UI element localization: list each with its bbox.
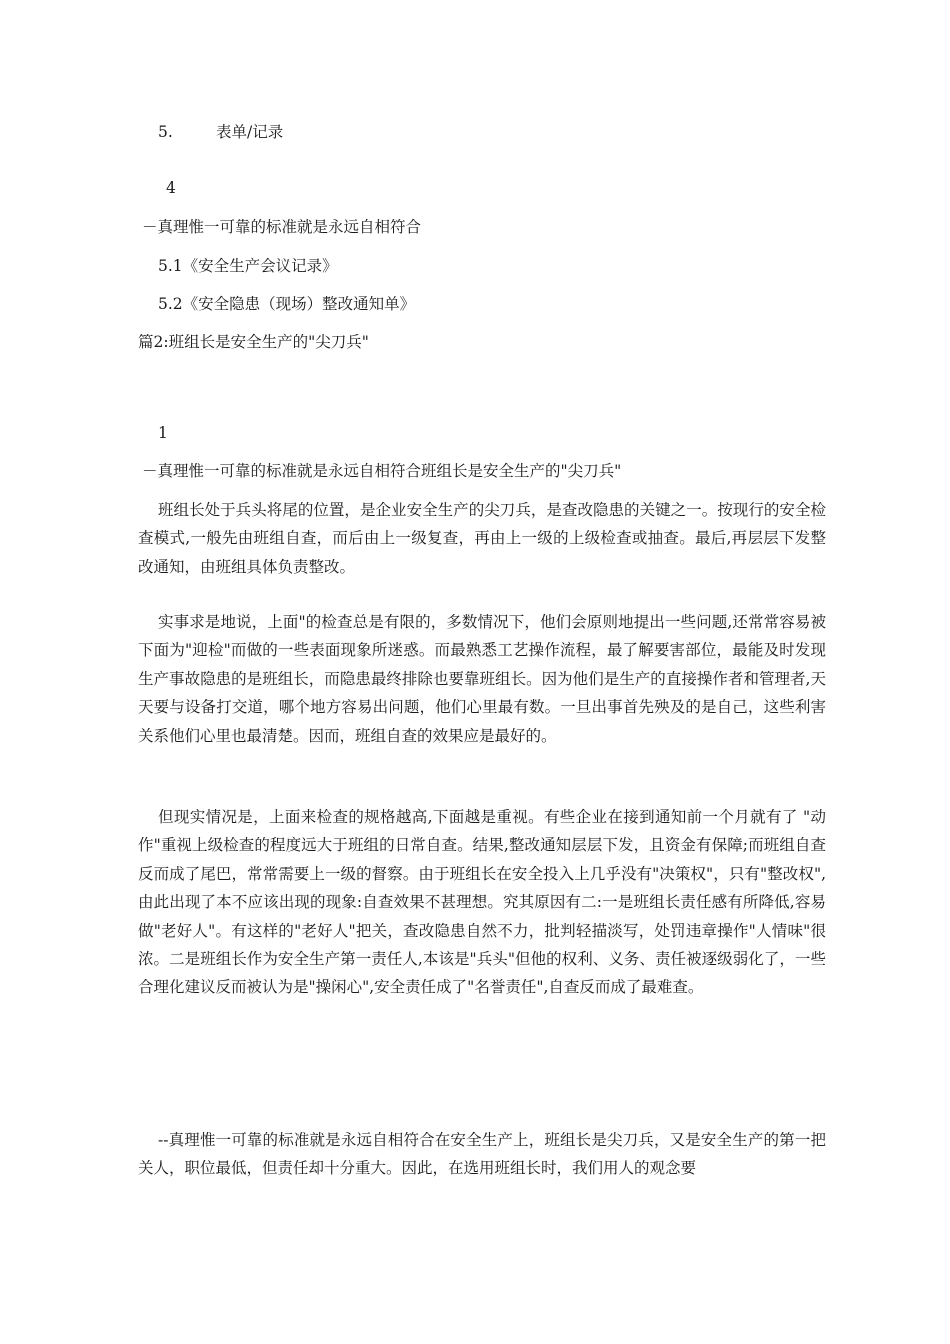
body-paragraph: 班组长处于兵头将尾的位置，是企业安全生产的尖刀兵，是查改隐患的关键之一。按现行的安全检查模式,一般先由班组自查，而后由上一级复查，再由上一级的上级检查或抽查。最后,再层层下发整改通知，由班组具体负责整改。 [138,501,826,576]
list-item: 5.1《安全生产会议记录》 [158,257,338,275]
body-paragraph: --真理惟一可靠的标准就是永远自相符合在安全生产上，班组长是尖刀兵，又是安全生产的第一把关人，职位最低，但责任却十分重大。因此，在选用班组长时，我们用人的观念要 [138,1131,826,1178]
list-item: 5.2《安全隐患（现场）整改通知单》 [158,295,416,313]
page-marker: 1 [158,424,168,442]
page-marker: 4 [166,179,176,197]
section-number: 5. [158,123,173,141]
chapter-title: 篇2:班组长是安全生产的"尖刀兵" [138,333,369,351]
body-paragraph: 但现实情况是，上面来检查的规格越高,下面越是重视。有些企业在接到通知前一个月就有了 "动作"重视上级检查的程度远大于班组的日常自查。结果,整改通知层层下发，且资金有保障;而班组自查反而成了尾巴，常常需要上一级的督察。由于班组长在安全投入上几乎没有"决策权"，只有"整改权",由此出现了本不应该出现的现象:自查效果不甚理想。究其原因有二:一是班组长责任感有所降低,容易做"老好人"。有这样的"老好人"把关，查改隐患自然不力，批判轻描淡写，处罚违章操作"人情味"很浓。二是班组长作为安全生产第一责任人,本该是"兵头"但他的权利、义务、责任被逐级弱化了，一些合理化建议反而被认为是"操闲心",安全责任成了"名誉责任",自查反而成了最难查。 [138,808,826,997]
body-paragraph: 实事求是地说，上面"的检查总是有限的，多数情况下，他们会原则地提出一些问题,还常常容易被下面为"迎检"而做的一些表面现象所迷惑。而最熟悉工艺操作流程，最了解要害部位，最能及时发现生产事故隐患的是班组长，而隐患最终排除也要靠班组长。因为他们是生产的直接操作者和管理者,天天要与设备打交道，哪个地方容易出问题，他们心里最有数。一旦出事首先殃及的是自己，这些利害关系他们心里也最清楚。因而，班组自查的效果应是最好的。 [138,613,826,745]
section-title: 表单/记录 [216,123,284,141]
motto-line: －真理惟一可靠的标准就是永远自相符合班组长是安全生产的"尖刀兵" [142,462,622,480]
motto-line: －真理惟一可靠的标准就是永远自相符合 [142,218,422,236]
